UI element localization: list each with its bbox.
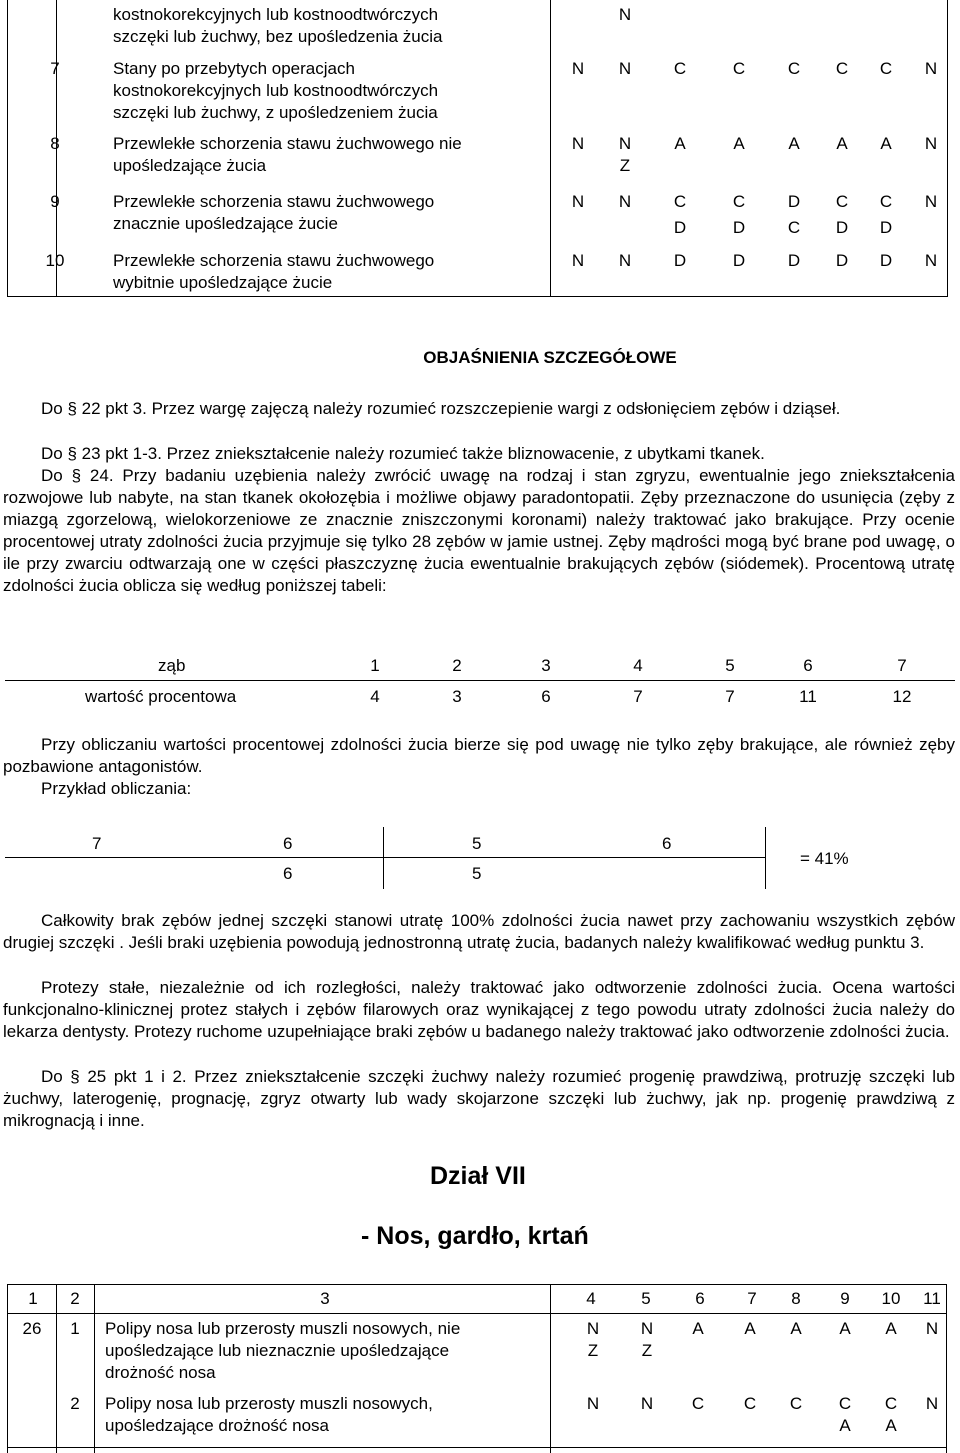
grade-subcell: A [839, 1416, 851, 1435]
paragraph: Do § 23 pkt 1-3. Przez zniekształcenie należy rozumieć także bliznowacenie, z ubytkami tkanek. [41, 444, 765, 463]
example-upper: 7 [92, 834, 102, 853]
grade-cell: C [879, 59, 893, 78]
paragraph: Do § 25 pkt 1 i 2. Przez zniekształcenie szczęki żuchwy należy rozumieć progenię prawdziwą, protruzję szczęki lub żuchwy, laterogenię, prognację, zgryz otwarty lub wady skojarzone szczęki lub żuchwy, jak np. progenię prawdziwą z mikrognacją i inne. [3, 1067, 955, 1130]
column-header: 9 [840, 1289, 850, 1308]
row-number: 9 [50, 192, 60, 211]
grade-cell: N [571, 192, 585, 211]
grade-cell: A [733, 134, 745, 153]
example-result: = 41% [800, 849, 849, 868]
grade-cell: C [673, 59, 687, 78]
row-desc: kostnokorekcyjnych lub kostnoodtwórczych szczęki lub żuchwy, bez upośledzenia żucia [113, 5, 443, 46]
row-desc: Stany po przebytych operacjach kostnokorekcyjnych lub kostnoodtwórczych szczęki lub żuchwy, z upośledzeniem żucia [113, 59, 439, 122]
grade-cell: N [924, 59, 938, 78]
tooth-number: 2 [452, 656, 462, 675]
grade-cell: N [586, 1394, 600, 1413]
bottom-table-divider [56, 1284, 57, 1453]
percent-value: 4 [370, 687, 380, 706]
tooth-label: ząb [158, 656, 186, 675]
grade-subcell: D [673, 218, 687, 237]
grade-cell: C [838, 1394, 852, 1413]
bottom-table-divider [94, 1284, 95, 1453]
grade-cell: D [732, 251, 746, 270]
paragraph: Całkowity brak zębów jednej szczęki stanowi utratę 100% zdolności żucia nawet przy zachowaniu wszystkich zębów drugiej szczęki . Jeśli braki uzębienia powodują jednostronną utratę żucia, badanych należy kwalifikować według punktu 3. [3, 911, 955, 952]
column-header: 11 [923, 1289, 941, 1308]
grade-cell: A [788, 134, 800, 153]
bottom-table-rule [7, 1313, 946, 1314]
grade-cell: D [787, 251, 801, 270]
example-vertical-line [765, 827, 766, 889]
row-desc: Polipy nosa lub przerosty muszli nosowych, nie upośledzające lub nieznacznie upośledzające drożność nosa [105, 1319, 461, 1382]
grade-cell: N [618, 5, 632, 24]
grade-cell: D [787, 192, 801, 211]
example-lower: 5 [472, 864, 482, 883]
grade-cell: C [789, 1394, 803, 1413]
grade-cell: D [835, 251, 849, 270]
column-header: 4 [586, 1289, 596, 1308]
row-number: 26 [22, 1319, 42, 1338]
grade-cell: D [673, 251, 687, 270]
grade-cell: C [732, 59, 746, 78]
column-header: 10 [881, 1289, 901, 1308]
tooth-number: 5 [725, 656, 735, 675]
grade-cell: C [743, 1394, 757, 1413]
column-header: 3 [320, 1289, 330, 1308]
grade-cell: C [884, 1394, 898, 1413]
bottom-table-rule [7, 1284, 946, 1285]
paragraph: Do § 24. Przy badaniu uzębienia należy zwrócić uwagę na rodzaj i stan zgryzu, ewentualnie jego zniekształcenia rozwojowe lub nabyte, na stan tkanek okołozębia i możliwe objawy paradontopatii. Zęby przeznaczone do usunięcia (zęby z miazgą zgorzelową, wielokorzeniowe ze znacznie zniszczonymi koronami) należy traktować jako brakujące. Przy ocenie procentowej utraty zdolności żucia przyjmuje się tylko 28 zębów w jamie ustnej. Zęby mądrości mogą być brane pod uwagę, o ile przy zwarciu odtwarzają one w części płaszczyznę żucia ewentualnie brakujących zębów (siódemek). Procentową utratę zdolności żucia oblicza się według poniższej tabeli: [3, 466, 955, 595]
bottom-table-rule [7, 1447, 946, 1448]
example-horizontal-line [5, 857, 765, 858]
grade-cell: N [571, 59, 585, 78]
grade-cell: C [835, 192, 849, 211]
grade-cell: N [571, 134, 585, 153]
row-number: 10 [45, 251, 65, 270]
example-lower: 6 [283, 864, 293, 883]
grade-subcell: D [879, 218, 893, 237]
row-desc: Przewlekłe schorzenia stawu żuchwowego znacznie upośledzające żucie [113, 192, 435, 233]
column-header: 2 [70, 1289, 80, 1308]
grade-subcell: Z [619, 156, 631, 175]
percent-value: 11 [799, 687, 817, 706]
tooth-number: 6 [803, 656, 813, 675]
grade-subcell: A [885, 1416, 897, 1435]
top-table-divider [550, 0, 551, 296]
percent-value: 7 [725, 687, 735, 706]
division-title: Dział VII [430, 1162, 526, 1190]
grade-cell: A [839, 1319, 851, 1338]
grade-cell: N [618, 192, 632, 211]
grade-cell: A [744, 1319, 756, 1338]
grade-cell: D [879, 251, 893, 270]
paragraph: Do § 22 pkt 3. Przez wargę zajęczą należy rozumieć rozszczepienie wargi z odsłonięciem zębów i dziąseł. [41, 399, 841, 418]
example-upper: 6 [283, 834, 293, 853]
row-desc: Polipy nosa lub przerosty muszli nosowych, upośledzające drożność nosa [105, 1394, 433, 1435]
grade-cell: N [925, 1394, 939, 1413]
grade-cell: N [640, 1394, 654, 1413]
row-desc: Przewlekłe schorzenia stawu żuchwowego wybitnie upośledzające żucie [113, 251, 435, 292]
grade-subcell: C [787, 218, 801, 237]
tooth-number: 3 [541, 656, 551, 675]
grade-cell: N [640, 1319, 654, 1338]
bottom-table-divider [7, 1284, 8, 1453]
example-upper: 6 [662, 834, 672, 853]
paragraph: Przykład obliczania: [41, 779, 192, 798]
example-upper: 5 [472, 834, 482, 853]
row-number: 7 [50, 59, 60, 78]
bottom-table-divider [550, 1284, 551, 1453]
division-subtitle: - Nos, gardło, krtań [361, 1222, 589, 1250]
grade-cell: A [836, 134, 848, 153]
row-subnumber: 1 [70, 1319, 80, 1338]
grade-cell: C [673, 192, 687, 211]
grade-cell: C [732, 192, 746, 211]
section-title: OBJAŚNIENIA SZCZEGÓŁOWE [423, 348, 677, 367]
grade-cell: A [692, 1319, 704, 1338]
percent-value: 7 [633, 687, 643, 706]
percent-value: 3 [452, 687, 462, 706]
grade-cell: A [790, 1319, 802, 1338]
grade-subcell: D [732, 218, 746, 237]
grade-cell: N [924, 251, 938, 270]
grade-cell: N [618, 59, 632, 78]
table-rule [5, 680, 955, 681]
grade-cell: C [879, 192, 893, 211]
percent-label: wartość procentowa [85, 687, 237, 706]
grade-cell: N [924, 134, 938, 153]
percent-value: 6 [541, 687, 551, 706]
column-header: 1 [28, 1289, 38, 1308]
percent-value: 12 [892, 687, 912, 706]
column-header: 8 [791, 1289, 801, 1308]
row-desc: Przewlekłe schorzenia stawu żuchwowego nie upośledzające żucia [113, 134, 462, 175]
grade-subcell: Z [587, 1341, 599, 1360]
paragraph: Przy obliczaniu wartości procentowej zdolności żucia bierze się pod uwagę nie tylko zęby brakujące, ale również zęby pozbawione antagonistów. [3, 735, 955, 776]
row-subnumber: 2 [70, 1394, 80, 1413]
tooth-number: 1 [370, 656, 380, 675]
grade-cell: C [835, 59, 849, 78]
grade-cell: N [571, 251, 585, 270]
grade-cell: A [880, 134, 892, 153]
tooth-number: 7 [897, 656, 907, 675]
grade-subcell: Z [641, 1341, 653, 1360]
column-header: 6 [695, 1289, 705, 1308]
grade-cell: N [618, 134, 632, 153]
tooth-number: 4 [633, 656, 643, 675]
paragraph: Protezy stałe, niezależnie od ich rozległości, należy traktować jako odtworzenie zdolności żucia. Ocena wartości funkcjonalno-klinicznej protez stałych i zębów filarowych oraz wynikającej z tego powodu utraty zdolności żucia należy do lekarza dentysty. Protezy ruchome uzupełniające braki zębów u badanego należy traktować jako odtworzenie zdolności żucia. [3, 978, 955, 1041]
column-header: 7 [747, 1289, 757, 1308]
row-number: 8 [50, 134, 60, 153]
example-vertical-line [383, 827, 384, 889]
grade-cell: A [674, 134, 686, 153]
grade-cell: N [586, 1319, 600, 1338]
grade-subcell: D [835, 218, 849, 237]
grade-cell: N [618, 251, 632, 270]
grade-cell: C [787, 59, 801, 78]
grade-cell: C [691, 1394, 705, 1413]
grade-cell: A [885, 1319, 897, 1338]
grade-cell: N [925, 1319, 939, 1338]
column-header: 5 [641, 1289, 651, 1308]
grade-cell: N [924, 192, 938, 211]
